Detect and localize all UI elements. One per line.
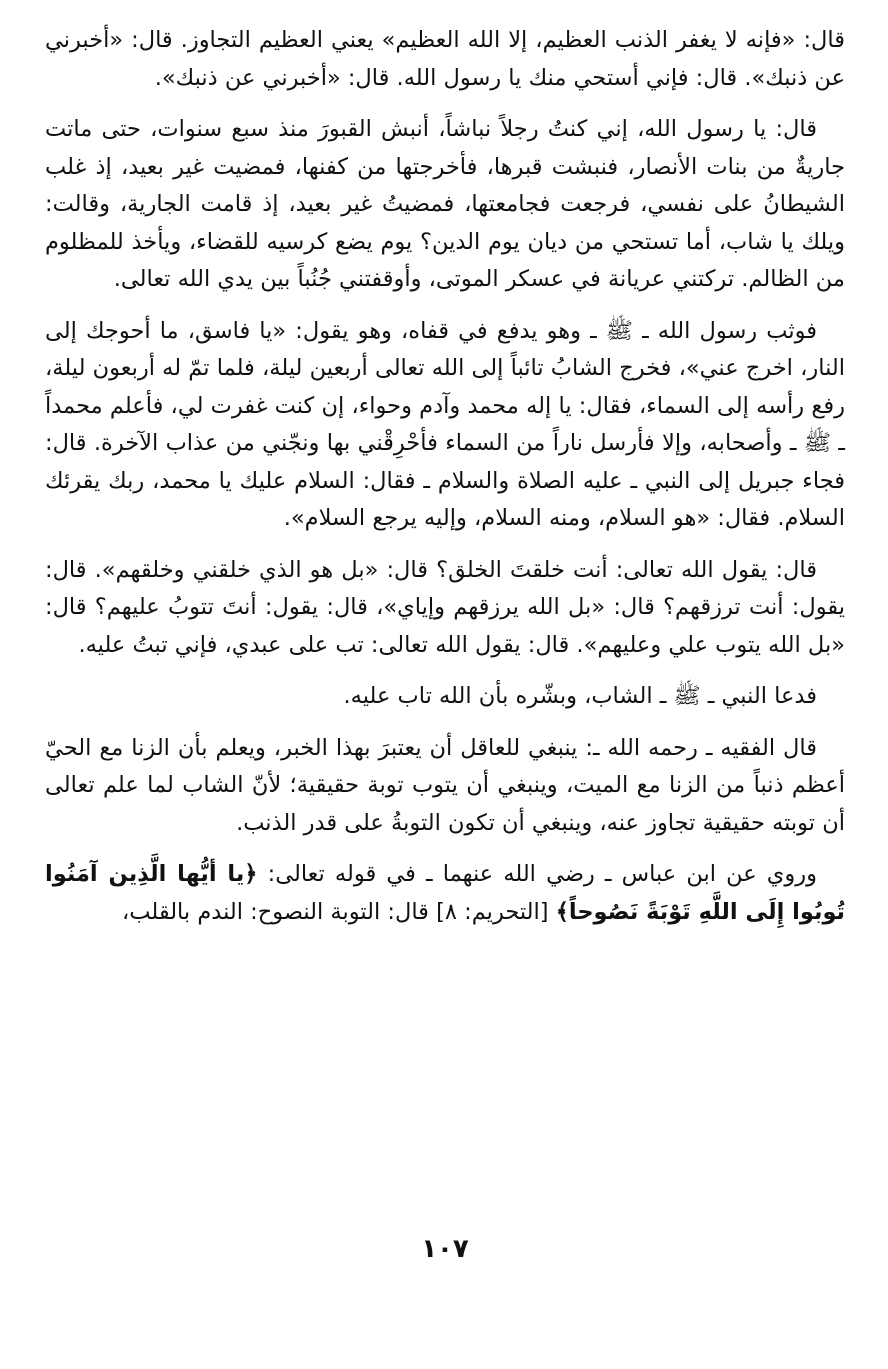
paragraph-5: فدعا النبي ـ ﷺ ـ الشاب، وبشّره بأن الله تاب عليه. <box>343 683 817 709</box>
paragraph-gap <box>45 716 845 730</box>
page-number: ١٠٧ <box>421 1234 469 1264</box>
paragraph-7 <box>45 856 845 931</box>
paragraph-gap <box>45 299 845 313</box>
paragraph-gap <box>45 97 845 111</box>
paragraph-gap <box>45 664 845 678</box>
paragraph-2: قال: يا رسول الله، إني كنتُ رجلاً نباشاً، أنبش القبورَ منذ سبع سنوات، حتى ماتت جاريةٌ من بنات الأنصار، فنبشت قبرها، فأخرجتها من كفنها، فمضيت غير بعيد، إذ غلب الشيطانُ على نفسي، فرجعت فجامعتها، فمضيتُ غير بعيد، إذ قامت الجارية، وقالت: ويلك يا شاب، أما تستحي من ديان يوم الدين؟ يوم يضع كرسيه للقضاء، ويأخذ للمظلوم من الظالم. تركتني عريانة في عسكر الموتى، وأوقفتني جُنُباً بين يدي الله تعالى. <box>45 116 845 292</box>
paragraph-gap <box>45 842 845 856</box>
quran-verse: ﴿يا أيُّها الَّذِين آمَنُوا تُوبُوا إِلَى اللَّهِ تَوْبَةً نَصُوحاً﴾ <box>45 861 845 925</box>
paragraph-6: قال الفقيه ـ رحمه الله ـ: ينبغي للعاقل أن يعتبرَ بهذا الخبر، ويعلم بأن الزنا مع الحيّ أعظم ذنباً من الزنا مع الميت، وينبغي أن يتوب توبة حقيقية؛ لأنّ الشاب لما علم تعالى أن توبته حقيقية تجاوز عنه، وينبغي أن تكون التوبةُ على قدر الذنب. <box>45 734 845 836</box>
paragraph-1: قال: «فإنه لا يغفر الذنب العظيم، إلا الله العظيم» يعني العظيم التجاوز. قال: «أخبرني عن ذنبك». قال: فإني أستحي منك يا رسول الله. قال: «أخبرني عن ذنبك». <box>45 27 845 91</box>
paragraph-gap <box>45 538 845 552</box>
paragraph-7-rest: [التحريم: ٨] قال: التوبة النصوح: الندم بالقلب، <box>122 898 556 925</box>
document-page <box>45 22 845 1342</box>
paragraph-3: فوثب رسول الله ـ ﷺ ـ وهو يدفع في قفاه، وهو يقول: «يا فاسق، ما أحوجك إلى النار، اخرج عني»، فخرج الشابُ تائباً إلى الله تعالى أربعين ليلة، فلما تمّ له أربعون ليلة، رفع رأسه إلى السماء، فقال: يا إله محمد وآدم وحواء، إن كنت غفرت لي، فأعلم محمداً ـ ﷺ ـ وأصحابه، وإلا فأرسل ناراً من السماء فأحْرِقْني بها ونجّني من عذاب الآخرة. قال: فجاء جبريل إلى النبي ـ عليه الصلاة والسلام ـ فقال: السلام عليك يا محمد، ربك يقرئك السلام. فقال: «هو السلام، ومنه السلام، وإليه يرجع السلام». <box>45 317 845 531</box>
paragraph-7-intro: وروي عن ابن عباس ـ رضي الله عنهما ـ في قوله تعالى: <box>257 861 817 887</box>
paragraph-4: قال: يقول الله تعالى: أنت خلقتَ الخلق؟ قال: «بل هو الذي خلقني وخلقهم». قال: يقول: أنت ترزقهم؟ قال: «بل الله يرزقهم وإياي»، قال: يقول: أنتَ تتوبُ عليهم؟ قال: «بل الله يتوب علي وعليهم». قال: يقول الله تعالى: تب على عبدي، فإني تبتُ عليه. <box>45 556 845 658</box>
